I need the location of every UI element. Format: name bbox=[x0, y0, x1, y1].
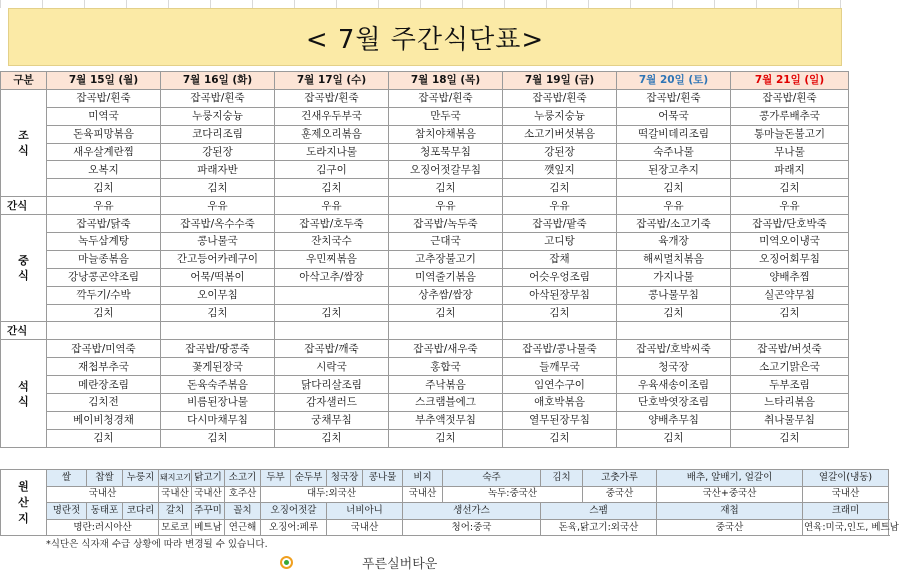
menu-cell: 김치 bbox=[161, 304, 275, 322]
menu-cell: 잡곡밥/새우죽 bbox=[389, 340, 503, 358]
menu-row bbox=[1, 215, 849, 233]
snack-cell bbox=[47, 322, 161, 340]
brand-logo-icon bbox=[280, 556, 293, 569]
menu-cell: 양배추찜 bbox=[731, 268, 849, 286]
menu-cell: 오복지 bbox=[47, 161, 161, 179]
menu-cell: 오징어젓갈무침 bbox=[389, 161, 503, 179]
menu-cell: 건새우두부국 bbox=[275, 107, 389, 125]
menu-cell: 잡곡밥/콩나물죽 bbox=[503, 340, 617, 358]
menu-cell: 파래지 bbox=[731, 161, 849, 179]
day-header: 7월 18일 (목) bbox=[389, 72, 503, 90]
menu-cell: 잡곡밥/호박씨죽 bbox=[617, 340, 731, 358]
menu-cell: 파래자반 bbox=[161, 161, 275, 179]
menu-cell: 깍두기/수박 bbox=[47, 286, 161, 304]
menu-cell: 근대국 bbox=[389, 233, 503, 251]
origin-cell: 열갈이(냉동) bbox=[803, 470, 889, 487]
origin-cell: 명란젓 bbox=[47, 503, 87, 520]
origin-cell: 소고기 bbox=[225, 470, 261, 487]
origin-row-1 bbox=[1, 470, 889, 487]
menu-cell: 콩나물국 bbox=[161, 233, 275, 251]
menu-cell: 누룽지숭늉 bbox=[161, 107, 275, 125]
menu-cell: 잡채 bbox=[503, 250, 617, 268]
menu-cell: 잡곡밥/흰죽 bbox=[731, 89, 849, 107]
menu-cell: 깻잎지 bbox=[503, 161, 617, 179]
menu-cell: 궁채무침 bbox=[275, 411, 389, 429]
origin-cell: 배추, 알배기, 얼갈이 bbox=[657, 470, 803, 487]
snack-cell: 우유 bbox=[389, 197, 503, 215]
menu-cell: 김치전 bbox=[47, 394, 161, 412]
menu-cell: 훈제오리볶음 bbox=[275, 125, 389, 143]
menu-cell bbox=[275, 286, 389, 304]
dinner-section bbox=[1, 340, 849, 447]
menu-cell: 상추쌈/쌈장 bbox=[389, 286, 503, 304]
menu-cell: 김치 bbox=[503, 304, 617, 322]
menu-cell: 오이무침 bbox=[161, 286, 275, 304]
menu-cell: 김치 bbox=[617, 304, 731, 322]
origin-cell: 돈육,닭고기:외국산 bbox=[541, 519, 657, 536]
lunch-label: 중 식 bbox=[1, 215, 47, 322]
menu-cell: 어묵국 bbox=[617, 107, 731, 125]
menu-cell: 코다리조림 bbox=[161, 125, 275, 143]
menu-cell: 해씨멸치볶음 bbox=[617, 250, 731, 268]
menu-cell: 애호박볶음 bbox=[503, 394, 617, 412]
menu-cell: 김치 bbox=[275, 304, 389, 322]
menu-cell: 잡곡밥/옥수수죽 bbox=[161, 215, 275, 233]
snack-cell bbox=[731, 322, 849, 340]
sheet-grid-top bbox=[0, 0, 850, 8]
origin-cell: 청국장 bbox=[327, 470, 363, 487]
menu-cell: 잡곡밥/흰죽 bbox=[47, 89, 161, 107]
menu-cell: 잡곡밥/닭죽 bbox=[47, 215, 161, 233]
origin-cell: 돼지고기 bbox=[159, 470, 192, 487]
menu-cell: 돈육피망볶음 bbox=[47, 125, 161, 143]
snack-label: 간식 bbox=[1, 322, 47, 340]
menu-cell: 녹두삼계탕 bbox=[47, 233, 161, 251]
menu-cell: 감자샐러드 bbox=[275, 394, 389, 412]
menu-row bbox=[1, 286, 849, 304]
menu-cell: 김치 bbox=[389, 304, 503, 322]
menu-cell: 열무된장무침 bbox=[503, 411, 617, 429]
origin-cell: 동태포 bbox=[87, 503, 123, 520]
menu-cell: 청포묵무침 bbox=[389, 143, 503, 161]
snack-cell: 우유 bbox=[161, 197, 275, 215]
origin-cell: 스팸 bbox=[541, 503, 657, 520]
menu-cell: 육개장 bbox=[617, 233, 731, 251]
origin-cell: 찹쌀 bbox=[87, 470, 123, 487]
menu-row bbox=[1, 340, 849, 358]
menu-row bbox=[1, 125, 849, 143]
snack-cell bbox=[503, 322, 617, 340]
menu-cell: 김치 bbox=[389, 429, 503, 447]
origin-cell: 갈치 bbox=[159, 503, 192, 520]
day-header-sunday: 7월 21일 (일) bbox=[731, 72, 849, 90]
menu-cell: 청국장 bbox=[617, 358, 731, 376]
menu-cell: 꽃게된장국 bbox=[161, 358, 275, 376]
menu-cell: 양배추무침 bbox=[617, 411, 731, 429]
menu-row bbox=[1, 250, 849, 268]
menu-cell: 고디탕 bbox=[503, 233, 617, 251]
menu-cell: 김치 bbox=[275, 429, 389, 447]
menu-cell: 비름된장나물 bbox=[161, 394, 275, 412]
snack-row bbox=[1, 322, 849, 340]
menu-cell: 된장고추지 bbox=[617, 161, 731, 179]
weekly-menu-table bbox=[0, 71, 849, 448]
origin-cell: 비지 bbox=[403, 470, 443, 487]
menu-cell: 무나물 bbox=[731, 143, 849, 161]
snack-row bbox=[1, 197, 849, 215]
menu-cell: 가지나물 bbox=[617, 268, 731, 286]
snack-cell: 우유 bbox=[47, 197, 161, 215]
origin-cell: 중국산 bbox=[657, 519, 803, 536]
menu-cell: 새우살계란찜 bbox=[47, 143, 161, 161]
menu-row bbox=[1, 358, 849, 376]
menu-cell: 취나물무침 bbox=[731, 411, 849, 429]
day-header: 7월 17일 (수) bbox=[275, 72, 389, 90]
menu-cell: 들깨무국 bbox=[503, 358, 617, 376]
menu-row bbox=[1, 161, 849, 179]
menu-cell: 아삭된장무침 bbox=[503, 286, 617, 304]
menu-cell: 참치야채볶음 bbox=[389, 125, 503, 143]
menu-cell: 김치 bbox=[47, 429, 161, 447]
menu-cell: 간고등어카레구이 bbox=[161, 250, 275, 268]
origin-cell: 생선가스 bbox=[403, 503, 541, 520]
origin-cell: 순두부 bbox=[291, 470, 327, 487]
origin-cell: 두부 bbox=[261, 470, 291, 487]
menu-cell: 잡곡밥/단호박죽 bbox=[731, 215, 849, 233]
origin-cell: 오징어:페루 bbox=[261, 519, 327, 536]
day-header: 7월 15일 (월) bbox=[47, 72, 161, 90]
menu-cell: 우민찌볶음 bbox=[275, 250, 389, 268]
menu-cell: 김치 bbox=[161, 179, 275, 197]
menu-cell: 김치 bbox=[731, 179, 849, 197]
menu-cell: 잡곡밥/녹두죽 bbox=[389, 215, 503, 233]
origin-cell: 대두:외국산 bbox=[261, 486, 403, 503]
origin-cell: 코다리 bbox=[123, 503, 159, 520]
snack-cell bbox=[389, 322, 503, 340]
menu-cell: 아삭고추/쌈장 bbox=[275, 268, 389, 286]
origin-cell: 쌀 bbox=[47, 470, 87, 487]
menu-cell: 돈육숙주볶음 bbox=[161, 376, 275, 394]
origin-row-2 bbox=[1, 486, 889, 503]
menu-cell: 잡곡밥/깨죽 bbox=[275, 340, 389, 358]
menu-cell: 김치 bbox=[731, 429, 849, 447]
origin-cell: 닭고기 bbox=[192, 470, 225, 487]
breakfast-section bbox=[1, 89, 849, 196]
menu-cell: 콩가루배추국 bbox=[731, 107, 849, 125]
menu-row bbox=[1, 411, 849, 429]
origin-cell: 연근해 bbox=[225, 519, 261, 536]
menu-cell: 강된장 bbox=[503, 143, 617, 161]
day-header: 7월 16일 (화) bbox=[161, 72, 275, 90]
origin-cell: 국내산 bbox=[403, 486, 443, 503]
menu-row bbox=[1, 107, 849, 125]
menu-cell: 김치 bbox=[275, 179, 389, 197]
header-row bbox=[1, 72, 849, 90]
notice-text: *식단은 식자재 수급 상황에 따라 변경될 수 있습니다. bbox=[46, 539, 268, 550]
menu-cell: 김치 bbox=[47, 304, 161, 322]
snack-cell bbox=[161, 322, 275, 340]
day-header: 7월 19일 (금) bbox=[503, 72, 617, 90]
menu-row bbox=[1, 304, 849, 322]
breakfast-label: 조 식 bbox=[1, 89, 47, 196]
menu-cell: 소고기버섯볶음 bbox=[503, 125, 617, 143]
day-header-saturday: 7월 20일 (토) bbox=[617, 72, 731, 90]
origin-cell: 청어:중국 bbox=[403, 519, 541, 536]
menu-cell: 잡곡밥/미역죽 bbox=[47, 340, 161, 358]
menu-cell: 어묵/떡볶이 bbox=[161, 268, 275, 286]
origin-cell: 재첩 bbox=[657, 503, 803, 520]
menu-cell: 김구이 bbox=[275, 161, 389, 179]
origin-cell: 중국산 bbox=[583, 486, 657, 503]
menu-cell: 다시마채무침 bbox=[161, 411, 275, 429]
menu-cell: 메란장조림 bbox=[47, 376, 161, 394]
menu-cell: 떡갈비데리조림 bbox=[617, 125, 731, 143]
menu-cell: 콩나물무침 bbox=[617, 286, 731, 304]
snack-cell bbox=[617, 322, 731, 340]
origin-cell: 국내산 bbox=[159, 486, 192, 503]
origin-row-4 bbox=[1, 519, 889, 536]
origin-cell: 모로코 bbox=[159, 519, 192, 536]
menu-cell: 김치 bbox=[503, 429, 617, 447]
menu-cell: 닭다리살조림 bbox=[275, 376, 389, 394]
origin-cell: 고춧가루 bbox=[583, 470, 657, 487]
origin-cell: 크래미 bbox=[803, 503, 889, 520]
menu-row bbox=[1, 89, 849, 107]
menu-cell: 어슷우엉조림 bbox=[503, 268, 617, 286]
menu-cell: 미역국 bbox=[47, 107, 161, 125]
origin-cell: 호주산 bbox=[225, 486, 261, 503]
menu-cell: 미역오이냉국 bbox=[731, 233, 849, 251]
menu-cell: 김치 bbox=[503, 179, 617, 197]
menu-cell: 잔치국수 bbox=[275, 233, 389, 251]
menu-cell: 소고기맑은국 bbox=[731, 358, 849, 376]
lunch-section bbox=[1, 215, 849, 322]
origin-cell: 명란:러시아산 bbox=[47, 519, 159, 536]
menu-cell: 강낭콩곤약조림 bbox=[47, 268, 161, 286]
origin-cell: 국내산 bbox=[803, 486, 889, 503]
menu-cell: 김치 bbox=[47, 179, 161, 197]
origin-cell: 누룽지 bbox=[123, 470, 159, 487]
menu-cell: 잡곡밥/흰죽 bbox=[275, 89, 389, 107]
menu-cell: 김치 bbox=[389, 179, 503, 197]
menu-cell: 잡곡밥/흰죽 bbox=[389, 89, 503, 107]
menu-cell: 스크램블에그 bbox=[389, 394, 503, 412]
menu-row bbox=[1, 429, 849, 447]
menu-cell: 잡곡밥/소고기죽 bbox=[617, 215, 731, 233]
origin-cell: 오징어젓갈 bbox=[261, 503, 327, 520]
origin-cell: 국내산 bbox=[192, 486, 225, 503]
menu-cell: 임연수구이 bbox=[503, 376, 617, 394]
snack-cell: 우유 bbox=[503, 197, 617, 215]
menu-cell: 미역줄기볶음 bbox=[389, 268, 503, 286]
snack-cell: 우유 bbox=[275, 197, 389, 215]
menu-cell: 김치 bbox=[161, 429, 275, 447]
menu-cell: 통마늘돈불고기 bbox=[731, 125, 849, 143]
menu-cell: 도라지나물 bbox=[275, 143, 389, 161]
page-title: < 7월 주간식단표> bbox=[8, 8, 842, 66]
menu-cell: 우육새송이조림 bbox=[617, 376, 731, 394]
origin-cell: 주꾸미 bbox=[192, 503, 225, 520]
menu-row bbox=[1, 143, 849, 161]
menu-cell: 시락국 bbox=[275, 358, 389, 376]
menu-cell: 느타리볶음 bbox=[731, 394, 849, 412]
origin-row-3 bbox=[1, 503, 889, 520]
menu-cell: 고추장불고기 bbox=[389, 250, 503, 268]
origin-cell: 연육:미국,인도, 베트남 bbox=[803, 519, 889, 536]
menu-row bbox=[1, 394, 849, 412]
menu-cell: 두부조림 bbox=[731, 376, 849, 394]
menu-cell: 잡곡밥/흰죽 bbox=[503, 89, 617, 107]
menu-cell: 강된장 bbox=[161, 143, 275, 161]
menu-cell: 잡곡밥/흰죽 bbox=[161, 89, 275, 107]
menu-row bbox=[1, 268, 849, 286]
header-label: 구분 bbox=[1, 72, 47, 90]
origin-cell: 국내산 bbox=[327, 519, 403, 536]
origin-label: 원 산 지 bbox=[1, 470, 47, 536]
menu-row bbox=[1, 233, 849, 251]
menu-cell: 김치 bbox=[731, 304, 849, 322]
origin-cell: 꼴치 bbox=[225, 503, 261, 520]
menu-row bbox=[1, 376, 849, 394]
origin-cell: 숙주 bbox=[443, 470, 541, 487]
origin-cell: 녹두:중국산 bbox=[443, 486, 583, 503]
menu-row bbox=[1, 179, 849, 197]
brand-name: 푸른실버타운 bbox=[362, 557, 438, 572]
menu-cell: 베이비청경채 bbox=[47, 411, 161, 429]
menu-cell: 주낙볶음 bbox=[389, 376, 503, 394]
menu-cell: 잡곡밥/팥죽 bbox=[503, 215, 617, 233]
snack-cell: 우유 bbox=[731, 197, 849, 215]
origin-cell: 콩나물 bbox=[363, 470, 403, 487]
menu-cell: 오징어회무침 bbox=[731, 250, 849, 268]
snack-cell bbox=[275, 322, 389, 340]
snack-cell: 우유 bbox=[617, 197, 731, 215]
origin-cell: 베트남 bbox=[192, 519, 225, 536]
menu-cell: 마늘종볶음 bbox=[47, 250, 161, 268]
menu-cell: 누룽지숭늉 bbox=[503, 107, 617, 125]
origin-cell: 김치 bbox=[541, 470, 583, 487]
menu-cell: 잡곡밥/호두죽 bbox=[275, 215, 389, 233]
snack-label: 간식 bbox=[1, 197, 47, 215]
menu-cell: 숙주나물 bbox=[617, 143, 731, 161]
menu-cell: 단호박엿장조림 bbox=[617, 394, 731, 412]
menu-cell: 홍합국 bbox=[389, 358, 503, 376]
menu-cell: 김치 bbox=[617, 429, 731, 447]
menu-cell: 잡곡밥/버섯죽 bbox=[731, 340, 849, 358]
menu-cell: 재첩부추국 bbox=[47, 358, 161, 376]
dinner-label: 석 식 bbox=[1, 340, 47, 447]
origin-table bbox=[0, 469, 899, 536]
menu-cell: 잡곡밥/땅콩죽 bbox=[161, 340, 275, 358]
menu-cell: 부추액젓무침 bbox=[389, 411, 503, 429]
origin-cell: 국산+중국산 bbox=[657, 486, 803, 503]
menu-cell: 잡곡밥/흰죽 bbox=[617, 89, 731, 107]
origin-cell: 너비아니 bbox=[327, 503, 403, 520]
menu-cell: 만두국 bbox=[389, 107, 503, 125]
origin-cell: 국내산 bbox=[47, 486, 159, 503]
footer bbox=[0, 552, 850, 572]
menu-cell: 김치 bbox=[617, 179, 731, 197]
menu-cell: 실곤약무침 bbox=[731, 286, 849, 304]
